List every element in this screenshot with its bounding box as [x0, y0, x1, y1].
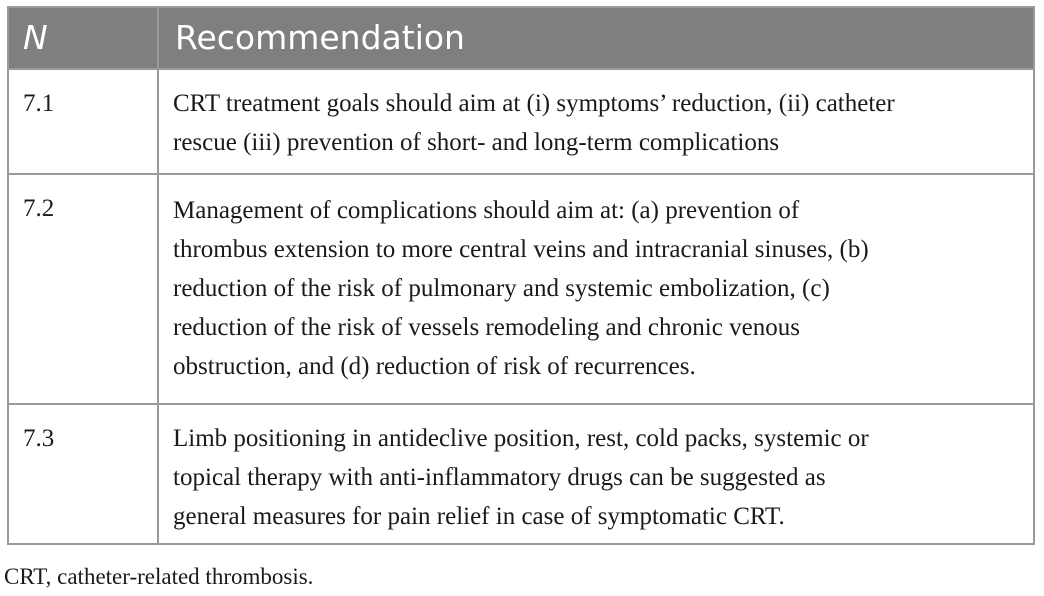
row-number: 7.3: [23, 425, 55, 452]
table-header-row: [9, 8, 1033, 70]
recommendation-line: reduction of the risk of pulmonary and systemic embolization, (c): [173, 275, 830, 302]
header-n: N: [23, 18, 48, 57]
recommendation-line: CRT treatment goals should aim at (i) symptoms’ reduction, (ii) catheter: [173, 90, 895, 117]
row-recommendation: [173, 191, 1033, 386]
row-recommendation: [173, 419, 1033, 536]
recommendation-line: Limb positioning in antideclive position, rest, cold packs, systemic or: [173, 425, 869, 452]
table-row: [9, 70, 1033, 173]
recommendation-line: rescue (iii) prevention of short- and long-term complications: [173, 129, 780, 156]
table-row: [9, 175, 1033, 403]
row-number: 7.1: [23, 90, 55, 117]
recommendations-table: [7, 6, 1035, 545]
table-row: [9, 405, 1033, 545]
recommendation-line: obstruction, and (d) reduction of risk of recurrences.: [173, 353, 696, 380]
recommendation-line: general measures for pain relief in case of symptomatic CRT.: [173, 503, 785, 530]
recommendation-line: thrombus extension to more central veins and intracranial sinuses, (b): [173, 236, 869, 263]
header-recommendation: Recommendation: [175, 18, 465, 57]
row-recommendation: [173, 84, 1033, 162]
row-number: 7.2: [23, 195, 55, 222]
table-footnote: CRT, catheter-related thrombosis.: [4, 564, 314, 589]
recommendation-line: reduction of the risk of vessels remodeling and chronic venous: [173, 314, 800, 341]
recommendation-line: topical therapy with anti-inflammatory drugs can be suggested as: [173, 464, 826, 491]
recommendation-line: Management of complications should aim at: (a) prevention of: [173, 197, 800, 224]
